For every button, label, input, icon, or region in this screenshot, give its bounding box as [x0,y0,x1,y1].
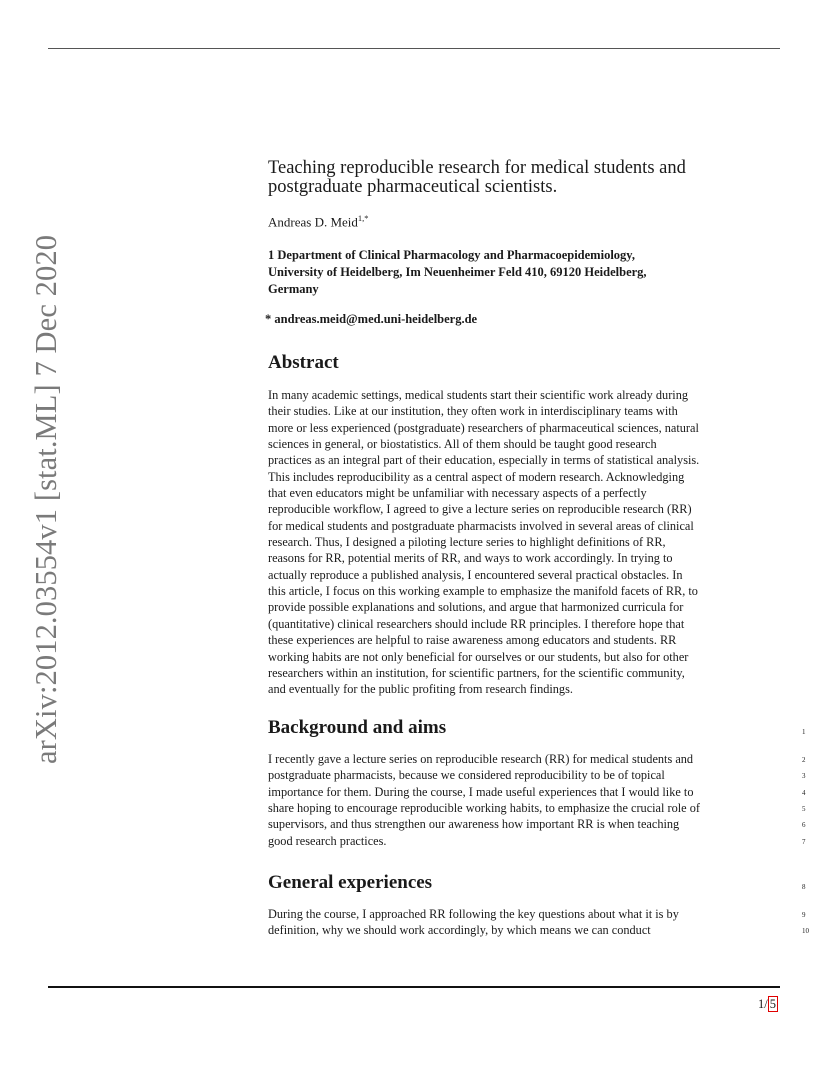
affiliation-line: University of Heidelberg, Im Neuenheimer Feld 410, 69120 Heidelberg, [268,265,647,279]
abstract-line: research. Thus, I designed a piloting lecture series to highlight definitions of RR, [268,535,666,550]
body-line: definition, why we should work accordingly, by which means we can conduct [268,923,651,938]
affiliation-line: 1 Department of Clinical Pharmacology and Pharmacoepidemiology, [268,248,635,262]
abstract-line: sciences in general, or biostatistics. All of them should be taught good research [268,437,657,452]
line-number: 1 [802,728,806,736]
affiliation-line: Germany [268,282,319,296]
abstract-line: This includes reproducibility as a central aspect of modern research. Acknowledging [268,469,685,484]
arxiv-identifier-stamp: arXiv:2012.03554v1 [stat.ML] 7 Dec 2020 [29,234,63,764]
abstract-line: their studies. Like at our institution, they often work in interdisciplinary teams with [268,404,678,419]
body-line: importance for them. During the course, I made useful experiences that I would like to [268,784,694,799]
background-section [268,717,783,739]
abstract-line: provide possible explanations and solutions, and argue that harmonized curricula for [268,600,684,615]
corresponding-email[interactable]: * andreas.meid@med.uni-heidelberg.de [265,312,478,326]
line-number: 3 [802,772,806,781]
paper-title [268,159,783,197]
abstract-line: (quantitative) clinical researchers should include RR principles. I therefore hope that [268,616,685,631]
page-current: 1/ [758,997,768,1011]
abstract-body [268,387,783,698]
general-section [268,872,783,894]
top-rule [48,48,780,49]
body-line: I recently gave a lecture series on reproducible research (RR) for medical students and [268,752,694,766]
abstract-line: this article, I focus on this working example to emphasize the manifold facets of RR, to [268,584,698,599]
abstract-line: practices as an integral part of their education, especially in terms of statistical analysis. [268,453,700,468]
abstract-line: reasons for RR, potential merits of RR, and ways to work accordingly. In trying to [268,551,673,566]
abstract-line: and eventually for the public profiting from research findings. [268,682,573,697]
line-number: 5 [802,805,806,814]
page-total-link[interactable]: 5 [769,997,776,1011]
page-number [758,997,778,1012]
author-affiliation-marks: 1,* [357,213,369,223]
abstract-heading: Abstract [268,352,339,373]
abstract-line: for medical students and postgraduate pharmacists involved in several areas of clinical [268,518,694,533]
line-number: 10 [802,927,809,936]
abstract-line: more or less experienced (postgraduate) researchers of pharmaceutical sciences, natural [268,420,699,435]
abstract-line: that even educators might be unfamiliar with necessary aspects of a perfectly [268,486,647,501]
bottom-rule [48,986,780,988]
abstract-line: working habits are not only beneficial for ourselves or our students, but also for other [268,649,689,664]
general-heading: General experiences [268,872,433,893]
body-line: share hoping to encourage reproducible working habits, to emphasize the crucial role of [268,801,700,816]
line-number: 7 [802,837,806,846]
general-body [268,906,783,939]
author-name: Andreas D. Meid [268,214,358,230]
title-line: Teaching reproducible research for medical students and [268,158,686,178]
body-line: good research practices. [268,833,387,848]
affiliation [268,247,783,298]
abstract-line: actually reproduce a published analysis, I encountered several practical obstacles. In [268,567,683,582]
author-line [268,213,783,230]
line-number: 6 [802,821,806,830]
title-line: postgraduate pharmaceutical scientists. [268,177,558,197]
body-line: During the course, I approached RR following the key questions about what it is by [268,907,679,921]
body-line: postgraduate pharmacists, because we considered reproducibility to be of topical [268,768,665,783]
abstract-section [268,352,783,374]
abstract-line: In many academic settings, medical students start their scientific work already during [268,388,689,402]
line-number: 9 [802,911,806,919]
body-line: supervisors, and thus strengthen our awareness how important RR is when teaching [268,817,680,832]
abstract-line: these experiences are helpful to raise awareness among educators and students. RR [268,633,677,648]
abstract-line: researchers within an institution, for scientific partners, for the scientific community, [268,665,685,680]
background-heading: Background and aims [268,717,447,738]
line-number: 4 [802,788,806,797]
line-number: 8 [802,883,806,891]
background-body [268,751,783,849]
line-number: 2 [802,756,806,764]
abstract-line: reproducible workflow, I agreed to give a lecture series on reproducible research (RR) [268,502,692,517]
